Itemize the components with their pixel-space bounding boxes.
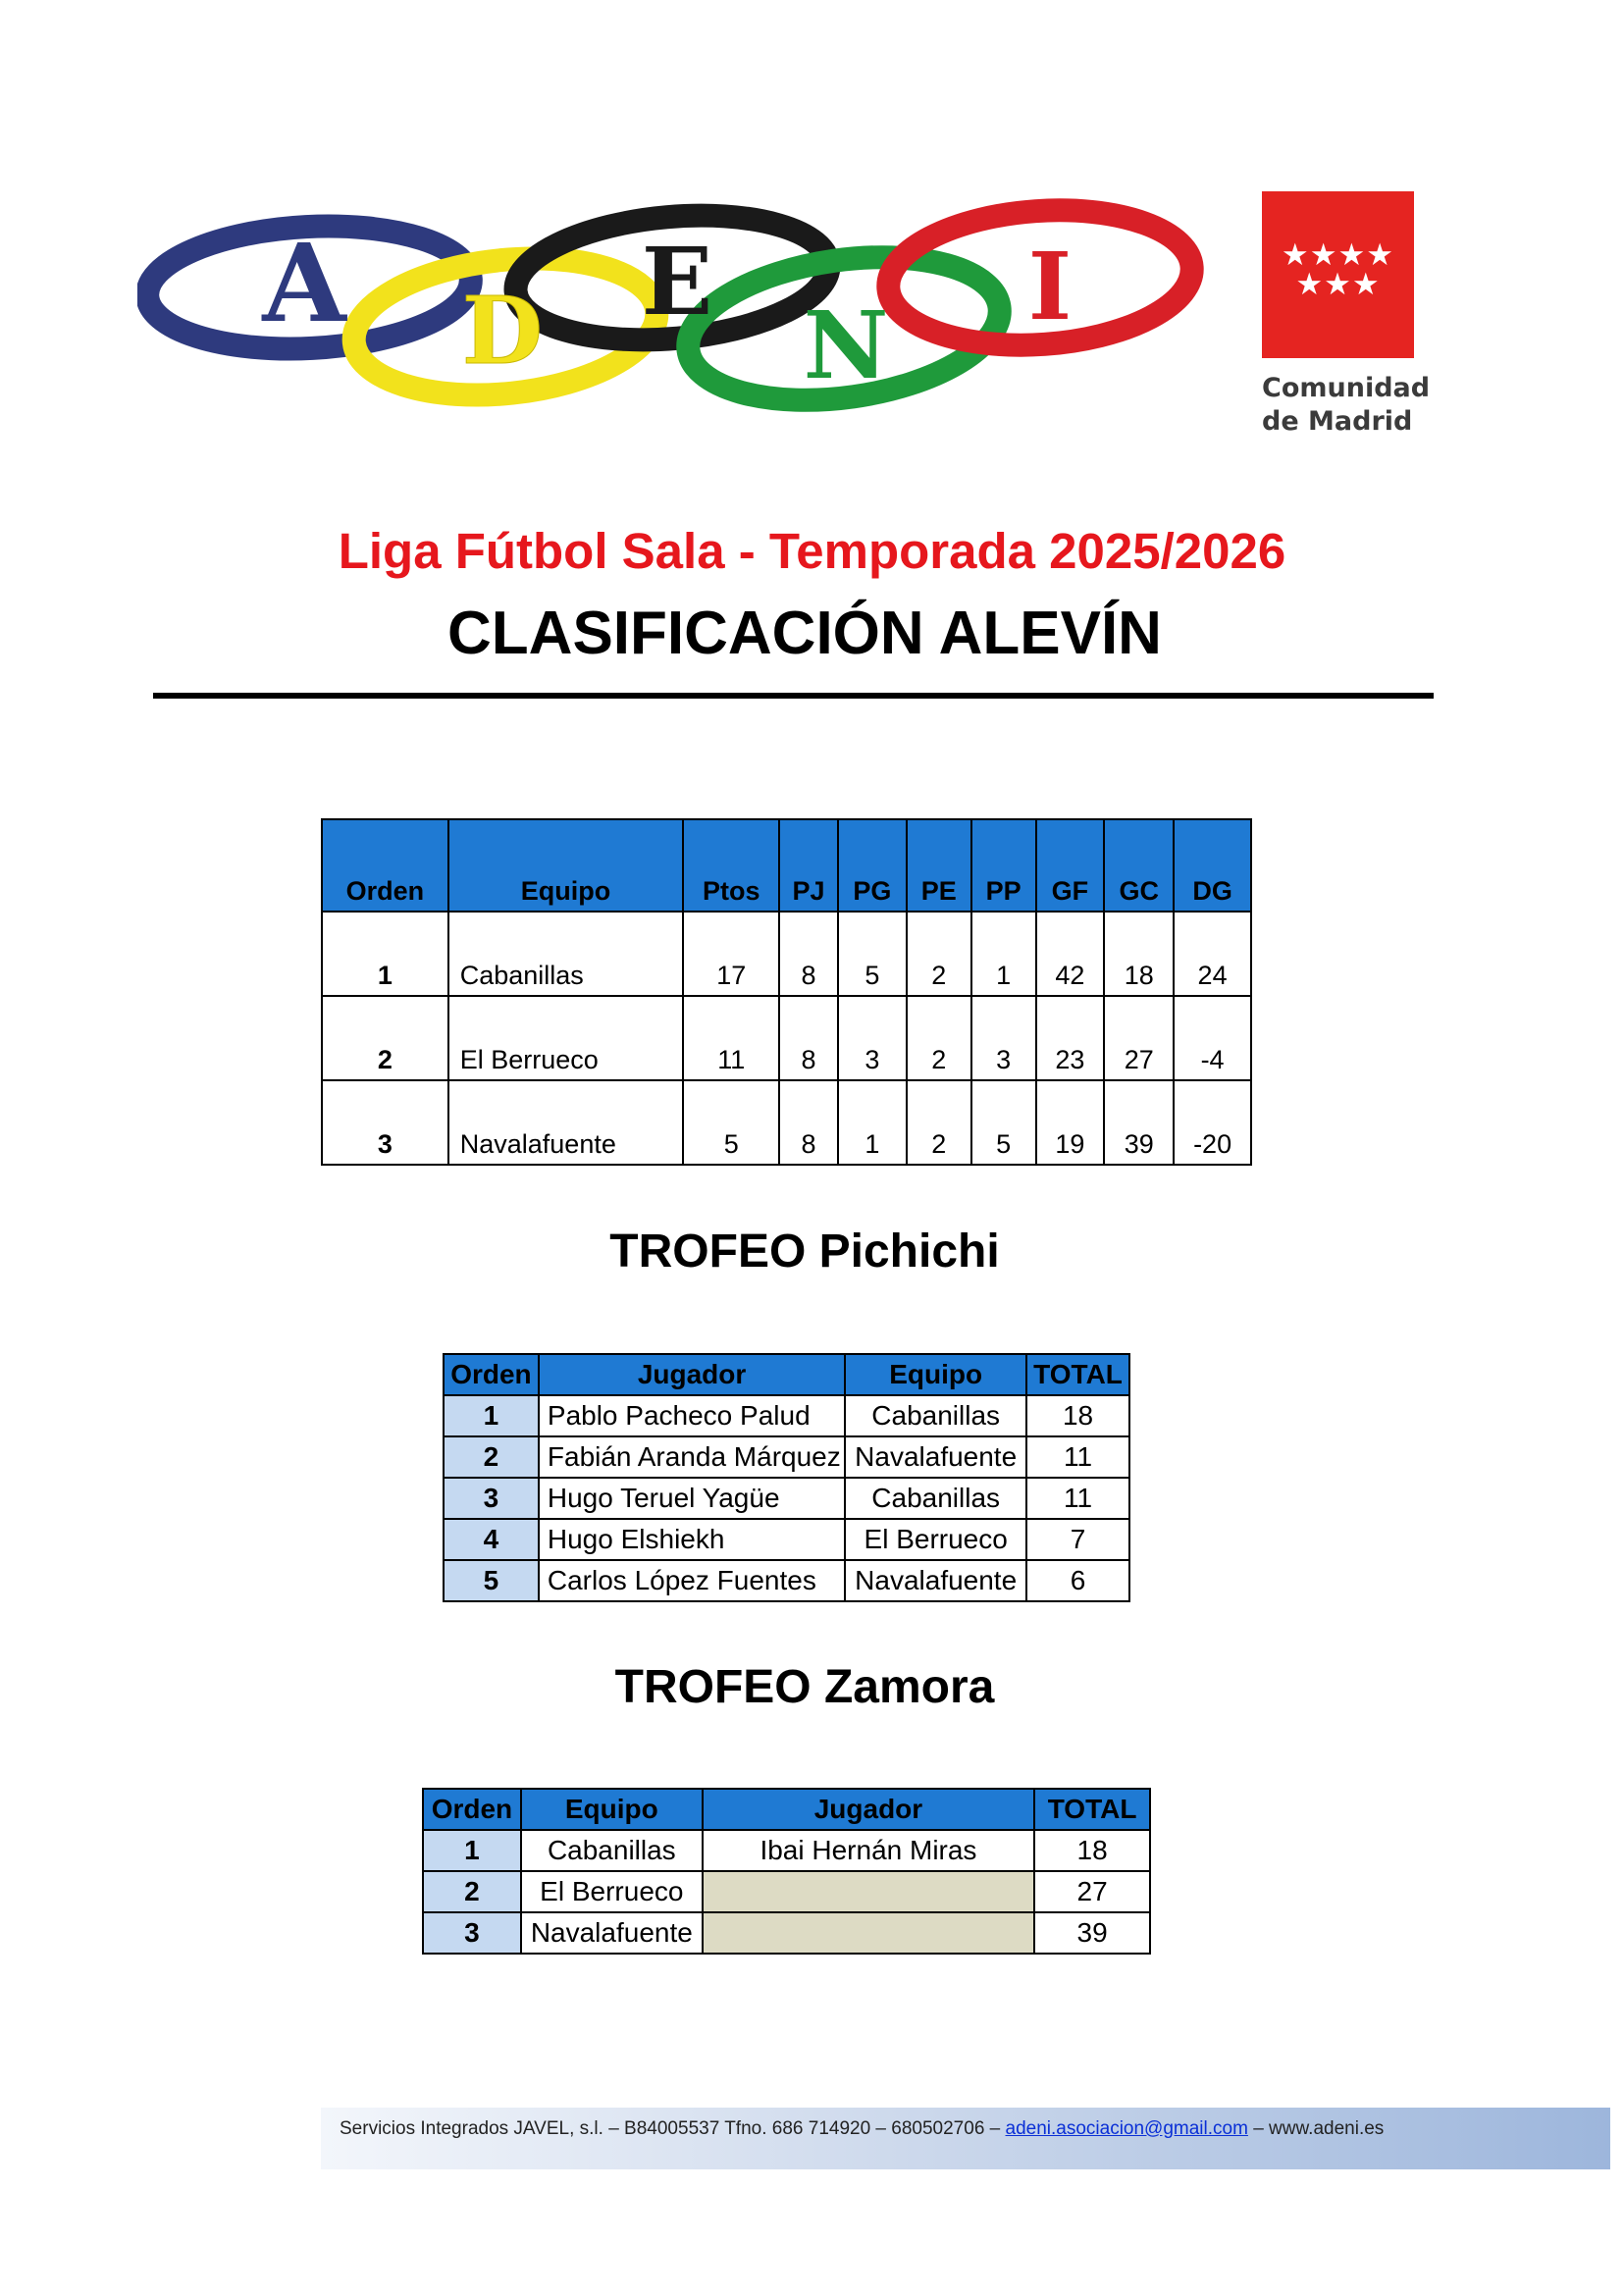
table-cell: 19: [1036, 1080, 1105, 1165]
table-cell: 2: [322, 996, 448, 1080]
table-cell: -20: [1174, 1080, 1251, 1165]
stars-icon: ★★★★ ★★★: [1281, 237, 1395, 301]
table-cell: 5: [683, 1080, 779, 1165]
table-cell: 17: [683, 912, 779, 996]
table-cell: Navalafuente: [845, 1560, 1026, 1601]
table-cell: 2: [423, 1871, 521, 1912]
standings-col-header: GC: [1104, 819, 1174, 912]
table-row: [322, 996, 1251, 1080]
table-cell: 23: [1036, 996, 1105, 1080]
adeni-letter-i: I: [1027, 233, 1073, 341]
table-cell: 11: [1026, 1436, 1129, 1478]
table-row: [444, 1395, 1129, 1436]
madrid-flag-square: [1262, 191, 1414, 358]
footer-website: – www.adeni.es: [1247, 2118, 1385, 2139]
table-cell: 27: [1104, 996, 1174, 1080]
standings-col-header: PE: [907, 819, 971, 912]
table-cell: 2: [907, 996, 971, 1080]
adeni-letter-n: N: [803, 291, 889, 400]
footer-company: Servicios Integrados JAVEL, s.l. – B84005537 Tfno. 686 714920 – 680502706 –: [340, 2118, 1006, 2139]
standings-body: [322, 912, 1251, 1165]
comunidad-madrid-logo: [1262, 191, 1431, 446]
table-cell: 8: [779, 1080, 838, 1165]
table-row: [423, 1912, 1150, 1954]
table-row: [423, 1830, 1150, 1871]
table-cell: 3: [322, 1080, 448, 1165]
table-cell: 24: [1174, 912, 1251, 996]
table-cell: 5: [971, 1080, 1036, 1165]
footer-text: [340, 2118, 1384, 2140]
table-row: [444, 1436, 1129, 1478]
pichichi-body: [444, 1395, 1129, 1601]
standings-table: [321, 818, 1252, 1166]
table-cell: -4: [1174, 996, 1251, 1080]
table-cell: 1: [838, 1080, 907, 1165]
title-divider: [153, 693, 1434, 699]
standings-col-header: Ptos: [683, 819, 779, 912]
table-cell: Cabanillas: [448, 912, 684, 996]
table-cell: 2: [444, 1436, 539, 1478]
table-row: [322, 912, 1251, 996]
standings-col-header: Equipo: [448, 819, 684, 912]
footer-email-link[interactable]: adeni.asociacion@gmail.com: [1005, 2118, 1248, 2139]
standings-col-header: PJ: [779, 819, 838, 912]
table-cell: 1: [423, 1830, 521, 1871]
footer-bar: [321, 2108, 1610, 2169]
table-cell: 42: [1036, 912, 1105, 996]
table-cell: 5: [838, 912, 907, 996]
adeni-logo: [137, 191, 1217, 427]
table-cell: 3: [423, 1912, 521, 1954]
standings-col-header: Orden: [322, 819, 448, 912]
pichichi-col-header: TOTAL: [1026, 1354, 1129, 1395]
table-cell: Hugo Teruel Yagüe: [539, 1478, 845, 1519]
table-cell: Fabián Aranda Márquez: [539, 1436, 845, 1478]
standings-col-header: DG: [1174, 819, 1251, 912]
zamora-table: [422, 1788, 1151, 1955]
table-cell: Cabanillas: [845, 1395, 1026, 1436]
table-cell: 3: [838, 996, 907, 1080]
pichichi-col-header: Orden: [444, 1354, 539, 1395]
adeni-letter-a: A: [262, 220, 346, 346]
table-cell: 11: [1026, 1478, 1129, 1519]
adeni-letter-e: E: [641, 228, 713, 337]
pichichi-table: [443, 1353, 1130, 1602]
zamora-col-header: Equipo: [521, 1789, 703, 1830]
table-cell: 27: [1034, 1871, 1150, 1912]
table-row: [423, 1871, 1150, 1912]
table-cell: 39: [1034, 1912, 1150, 1954]
table-cell: Navalafuente: [521, 1912, 703, 1954]
table-cell: El Berrueco: [521, 1871, 703, 1912]
zamora-header-row: [423, 1789, 1150, 1830]
table-cell: Navalafuente: [448, 1080, 684, 1165]
table-cell: 4: [444, 1519, 539, 1560]
table-cell: Carlos López Fuentes: [539, 1560, 845, 1601]
standings-col-header: PG: [838, 819, 907, 912]
table-cell: 11: [683, 996, 779, 1080]
table-cell: Pablo Pacheco Palud: [539, 1395, 845, 1436]
table-cell: 8: [779, 996, 838, 1080]
table-cell: 7: [1026, 1519, 1129, 1560]
zamora-col-header: Jugador: [703, 1789, 1034, 1830]
table-row: [444, 1478, 1129, 1519]
table-cell: Ibai Hernán Miras: [703, 1830, 1034, 1871]
table-cell: 18: [1034, 1830, 1150, 1871]
table-cell: 2: [907, 912, 971, 996]
table-cell: 39: [1104, 1080, 1174, 1165]
zamora-col-header: Orden: [423, 1789, 521, 1830]
table-cell: 5: [444, 1560, 539, 1601]
pichichi-title: TROFEO Pichichi: [609, 1226, 1000, 1278]
standings-col-header: GF: [1036, 819, 1105, 912]
table-cell: 18: [1026, 1395, 1129, 1436]
zamora-body: [423, 1830, 1150, 1954]
table-row: [444, 1560, 1129, 1601]
table-cell: 8: [779, 912, 838, 996]
pichichi-col-header: Equipo: [845, 1354, 1026, 1395]
table-row: [444, 1519, 1129, 1560]
standings-header-row: [322, 819, 1251, 912]
league-title: Liga Fútbol Sala - Temporada 2025/2026: [338, 523, 1286, 579]
table-cell: 1: [971, 912, 1036, 996]
comunidad-madrid-name: Comunidad de Madrid: [1262, 373, 1431, 437]
table-cell: Cabanillas: [845, 1478, 1026, 1519]
table-cell: [703, 1912, 1034, 1954]
table-cell: Navalafuente: [845, 1436, 1026, 1478]
table-cell: Hugo Elshiekh: [539, 1519, 845, 1560]
pichichi-col-header: Jugador: [539, 1354, 845, 1395]
table-cell: 1: [444, 1395, 539, 1436]
zamora-col-header: TOTAL: [1034, 1789, 1150, 1830]
table-cell: El Berrueco: [845, 1519, 1026, 1560]
pichichi-header-row: [444, 1354, 1129, 1395]
table-row: [322, 1080, 1251, 1165]
table-cell: Cabanillas: [521, 1830, 703, 1871]
adeni-letter-d: D: [461, 277, 544, 386]
table-cell: [703, 1871, 1034, 1912]
zamora-title: TROFEO Zamora: [614, 1661, 995, 1713]
table-cell: El Berrueco: [448, 996, 684, 1080]
table-cell: 3: [971, 996, 1036, 1080]
table-cell: 18: [1104, 912, 1174, 996]
standings-col-header: PP: [971, 819, 1036, 912]
table-cell: 1: [322, 912, 448, 996]
table-cell: 2: [907, 1080, 971, 1165]
page-title: CLASIFICACIÓN ALEVÍN: [447, 600, 1162, 667]
table-cell: 3: [444, 1478, 539, 1519]
table-cell: 6: [1026, 1560, 1129, 1601]
